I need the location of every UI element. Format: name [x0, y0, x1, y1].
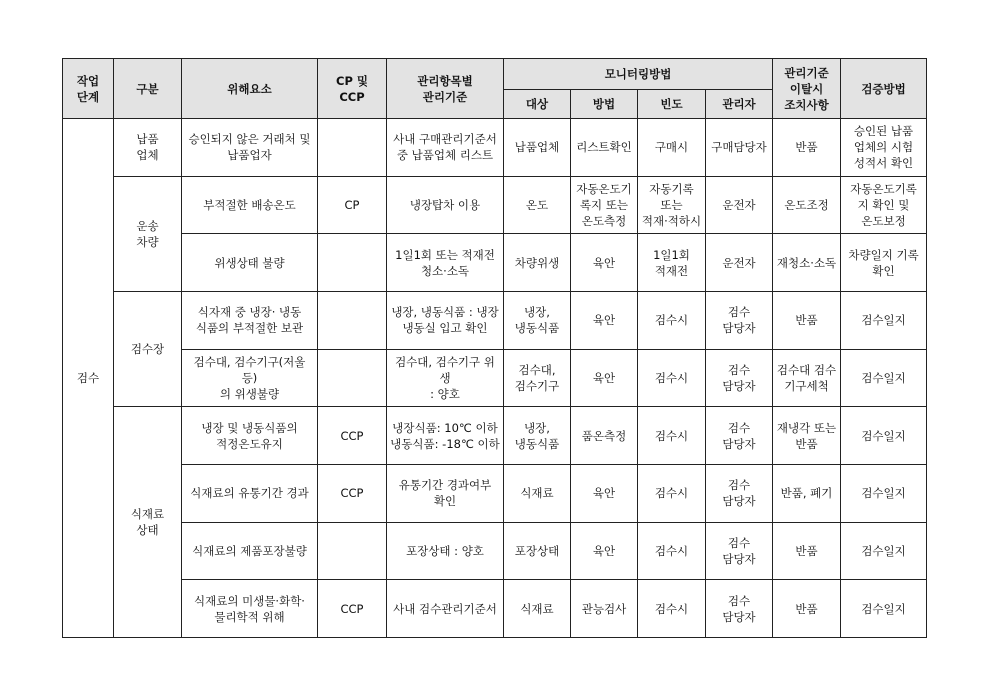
cp-cell: [318, 234, 387, 292]
stage-cell: 검수: [63, 119, 114, 638]
header-hazard: 위해요소: [182, 59, 318, 119]
manager-cell: 운전자: [706, 176, 773, 234]
category-vehicle: 운송 차량: [114, 176, 182, 291]
criteria-cell: 유통기간 경과여부 확인: [387, 464, 504, 522]
header-method: 방법: [571, 90, 638, 119]
hazard-cell: 검수대, 검수기구(저울 등) 의 위생불량: [182, 349, 318, 407]
method-cell: 육안: [571, 464, 638, 522]
hazard-cell: 냉장 및 냉동식품의 적정온도유지: [182, 407, 318, 465]
method-cell: 품온측정: [571, 407, 638, 465]
cp-cell: [318, 349, 387, 407]
hazard-cell: 식재료의 미생물·화학· 물리학적 위해: [182, 580, 318, 638]
target-cell: 식재료: [504, 464, 571, 522]
verification-cell: 승인된 납품 업체의 시험 성적서 확인: [841, 119, 927, 177]
manager-cell: 검수 담당자: [706, 407, 773, 465]
manager-cell: 검수 담당자: [706, 349, 773, 407]
header-target: 대상: [504, 90, 571, 119]
frequency-cell: 검수시: [638, 464, 706, 522]
manager-cell: 검수 담당자: [706, 464, 773, 522]
target-cell: 차량위생: [504, 234, 571, 292]
deviation-cell: 반품: [773, 119, 841, 177]
header-frequency: 빈도: [638, 90, 706, 119]
criteria-cell: 사내 검수관리기준서: [387, 580, 504, 638]
manager-cell: 구매담당자: [706, 119, 773, 177]
deviation-cell: 재냉각 또는 반품: [773, 407, 841, 465]
method-cell: 관능검사: [571, 580, 638, 638]
cp-cell: [318, 522, 387, 580]
table-row: [63, 291, 927, 349]
hazard-cell: 식재료의 유통기간 경과: [182, 464, 318, 522]
haccp-inspection-table: [62, 58, 927, 638]
header-category: 구분: [114, 59, 182, 119]
target-cell: 납품업체: [504, 119, 571, 177]
method-cell: 자동온도기 록지 또는 온도측정: [571, 176, 638, 234]
criteria-cell: 냉장, 냉동식품 : 냉장 냉동실 입고 확인: [387, 291, 504, 349]
verification-cell: 검수일지: [841, 464, 927, 522]
table-row: [63, 580, 927, 638]
frequency-cell: 검수시: [638, 407, 706, 465]
frequency-cell: 검수시: [638, 522, 706, 580]
hazard-cell: 승인되지 않은 거래처 및 납품업자: [182, 119, 318, 177]
hazard-cell: 식재료의 제품포장불량: [182, 522, 318, 580]
hazard-cell: 부적절한 배송온도: [182, 176, 318, 234]
header-criteria: 관리항목별 관리기준: [387, 59, 504, 119]
category-material-state: 식재료 상태: [114, 407, 182, 638]
criteria-cell: 냉장탑차 이용: [387, 176, 504, 234]
method-cell: 육안: [571, 349, 638, 407]
target-cell: 검수대, 검수기구: [504, 349, 571, 407]
hazard-cell: 식자재 중 냉장· 냉동 식품의 부적절한 보관: [182, 291, 318, 349]
verification-cell: 차량일지 기록 확인: [841, 234, 927, 292]
deviation-cell: 반품: [773, 580, 841, 638]
cp-cell: [318, 291, 387, 349]
verification-cell: 검수일지: [841, 407, 927, 465]
frequency-cell: 검수시: [638, 291, 706, 349]
criteria-cell: 포장상태 : 양호: [387, 522, 504, 580]
deviation-cell: 반품: [773, 522, 841, 580]
verification-cell: 검수일지: [841, 580, 927, 638]
table-row: [63, 234, 927, 292]
method-cell: 육안: [571, 234, 638, 292]
manager-cell: 검수 담당자: [706, 291, 773, 349]
frequency-cell: 검수시: [638, 580, 706, 638]
category-supplier: 납품 업체: [114, 119, 182, 177]
target-cell: 냉장, 냉동식품: [504, 407, 571, 465]
table-row: [63, 349, 927, 407]
table-row: [63, 464, 927, 522]
cp-cell: CCP: [318, 464, 387, 522]
frequency-cell: 1일1회 적재전: [638, 234, 706, 292]
header-manager: 관리자: [706, 90, 773, 119]
table-row: [63, 522, 927, 580]
verification-cell: 검수일지: [841, 291, 927, 349]
header-deviation: 관리기준 이탈시 조치사항: [773, 59, 841, 119]
deviation-cell: 검수대 검수 기구세척: [773, 349, 841, 407]
method-cell: 육안: [571, 291, 638, 349]
target-cell: 식재료: [504, 580, 571, 638]
deviation-cell: 반품, 폐기: [773, 464, 841, 522]
verification-cell: 자동온도기록 지 확인 및 온도보정: [841, 176, 927, 234]
cp-cell: CP: [318, 176, 387, 234]
cp-cell: CCP: [318, 580, 387, 638]
deviation-cell: 재청소·소독: [773, 234, 841, 292]
cp-cell: [318, 119, 387, 177]
header-cp: CP 및 CCP: [318, 59, 387, 119]
table-row: [63, 176, 927, 234]
target-cell: 포장상태: [504, 522, 571, 580]
manager-cell: 검수 담당자: [706, 580, 773, 638]
criteria-cell: 사내 구매관리기준서 중 납품업체 리스트: [387, 119, 504, 177]
frequency-cell: 검수시: [638, 349, 706, 407]
hazard-cell: 위생상태 불량: [182, 234, 318, 292]
frequency-cell: 구매시: [638, 119, 706, 177]
manager-cell: 검수 담당자: [706, 522, 773, 580]
target-cell: 온도: [504, 176, 571, 234]
table-row: [63, 119, 927, 177]
header-stage: 작업 단계: [63, 59, 114, 119]
deviation-cell: 반품: [773, 291, 841, 349]
method-cell: 리스트확인: [571, 119, 638, 177]
header-verification: 검증방법: [841, 59, 927, 119]
cp-cell: CCP: [318, 407, 387, 465]
criteria-cell: 검수대, 검수기구 위 생 : 양호: [387, 349, 504, 407]
header-monitoring: 모니터링방법: [504, 59, 773, 90]
verification-cell: 검수일지: [841, 349, 927, 407]
frequency-cell: 자동기록 또는 적재·적하시: [638, 176, 706, 234]
method-cell: 육안: [571, 522, 638, 580]
manager-cell: 운전자: [706, 234, 773, 292]
verification-cell: 검수일지: [841, 522, 927, 580]
criteria-cell: 1일1회 또는 적재전 청소·소독: [387, 234, 504, 292]
target-cell: 냉장, 냉동식품: [504, 291, 571, 349]
criteria-cell: 냉장식품: 10℃ 이하 냉동식품: -18℃ 이하: [387, 407, 504, 465]
category-inspection-area: 검수장: [114, 291, 182, 406]
deviation-cell: 온도조정: [773, 176, 841, 234]
table-row: [63, 407, 927, 465]
